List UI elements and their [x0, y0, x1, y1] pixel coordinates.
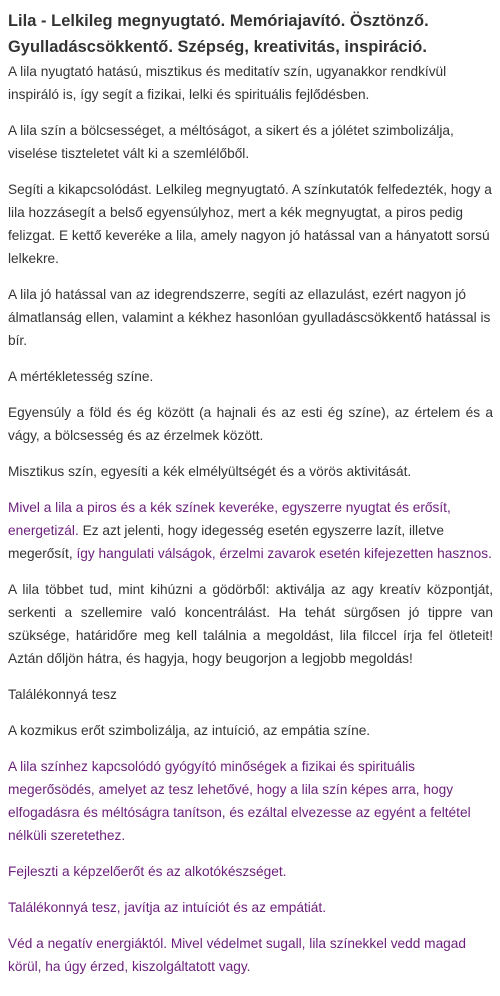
paragraph-imagination: Fejleszti a képzelőerőt és az alkotókészséget. [8, 864, 287, 879]
paragraph-mix-text: Ez azt jelenti, hogy idegesség esetén egyszerre lazít, illetve megerősít, [8, 523, 444, 561]
paragraph-mystic: Misztikus szín, egyesíti a kék elmélyültségét és a vörös aktivitását. [8, 464, 412, 479]
paragraph-cosmic: A kozmikus erőt szimbolizálja, az intuíció, az empátia színe. [8, 723, 371, 738]
paragraph-healing: A lila színhez kapcsolódó gyógyító minőségek a fizikai és spirituális megerősödés, amelyet az tesz lehetővé, hogy a lila szín képes arra, hogy elfogadásra és méltóságra tanítson, és ezáltal elvezesse az egyént a feltétel nélküli szeretethez. [8, 759, 471, 843]
paragraph-mix-highlight-2: így hangulati válságok, érzelmi zavarok esetén kifejezetten hasznos. [76, 546, 492, 561]
paragraph-inventive: Találékonnyá tesz [8, 687, 117, 702]
paragraph-relaxation: Segíti a kikapcsolódást. Lelkileg megnyugtató. A színkutatók felfedezték, hogy a lila hozzásegít a belső egyensúlyhoz, mert a kék megnyugtat, a piros pedig felizgat. E kettő keveréke a lila, amely nagyon jó hatással van a hányatott sorsú lelkekre. [8, 182, 492, 266]
article-heading: Lila - Lelkileg megnyugtató. Memóriajavító. Ösztönző. Gyulladáscsökkentő. Szépség, kreativitás, inspiráció. [8, 12, 429, 56]
paragraph-nervous-system: A lila jó hatással van az idegrendszerre, segíti az ellazulást, ezért nagyon jó álmatlanság ellen, valamint a kékhez hasonlóan gyulladáscsökkentő hatással is bír. [8, 287, 491, 348]
paragraph-mix [8, 496, 493, 565]
paragraph-protection: Véd a negatív energiáktól. Mivel védelmet sugall, lila színekkel vedd magad körül, ha úgy érzed, kiszolgáltatott vagy. [8, 936, 467, 974]
paragraph-creativity: A lila többet tud, mint kihúzni a gödörből: aktiválja az agy kreatív központját, serkenti a szellemire való koncentrálást. Ha tehát sürgősen jó tippre van szüksége, határidőre meg kell találnia a megoldást, lila filccel írja fel ötleteit! Aztán dőljön hátra, és hagyja, hogy beugorjon a legjobb megoldás! [8, 582, 493, 666]
paragraph-balance: Egyensúly a föld és ég között (a hajnali és az esti ég színe), az értelem és a vágy, a bölcsesség és az érzelmek között. [8, 405, 493, 443]
paragraph-intro: A lila nyugtató hatású, misztikus és meditatív szín, ugyanakkor rendkívül inspiráló is, így segít a fizikai, lelki és spirituális fejlődésben. [8, 64, 447, 102]
paragraph-moderation: A mértékletesség színe. [8, 369, 154, 384]
paragraph-intuition: Találékonnyá tesz, javítja az intuíciót és az empátiát. [8, 900, 327, 915]
paragraph-mix-highlight-1: Mivel a lila a piros és a kék színek keveréke, egyszerre nyugtat és erősít, energetizál. [8, 500, 451, 538]
paragraph-symbolism: A lila szín a bölcsességet, a méltóságot, a sikert és a jólétet szimbolizálja, viselése tiszteletet vált ki a szemlélőből. [8, 123, 454, 161]
